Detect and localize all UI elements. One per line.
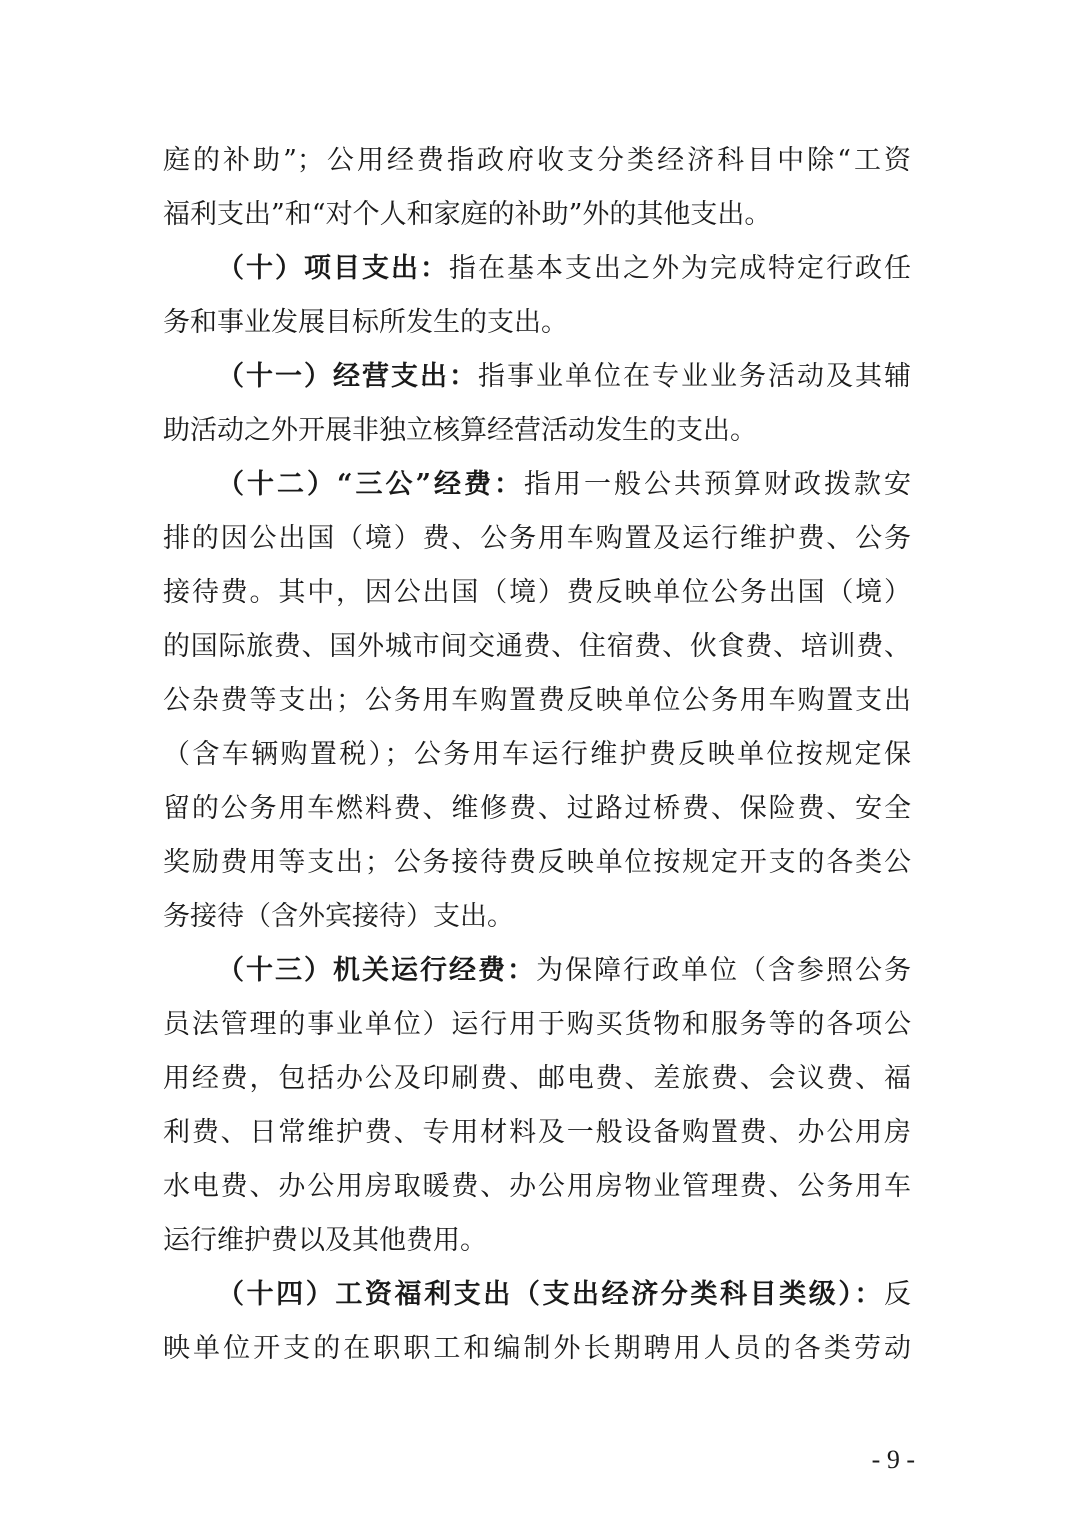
text-line <box>163 620 911 674</box>
text-line-content: 指在基本支出之外为完成特定行政任 <box>449 253 911 284</box>
text-line-content: 助活动之外开展非独立核算经营活动发生的支出。 <box>163 415 757 446</box>
text-line <box>163 782 911 836</box>
text-line <box>163 512 911 566</box>
text-line-content: 务和事业发展目标所发生的支出。 <box>163 307 568 338</box>
text-line-content: （含车辆购置税）；公务用车运行维护费反映单位按规定保 <box>163 739 911 770</box>
text-line-content: 接待费。其中，因公出国（境）费反映单位公务出国（境） <box>163 577 911 608</box>
section-label: （十一）经营支出： <box>217 361 478 392</box>
page-number: - 9 - <box>871 1445 915 1474</box>
text-line <box>163 1160 911 1214</box>
text-line-content: 员法管理的事业单位）运行用于购买货物和服务等的各项公 <box>163 1009 911 1040</box>
text-line-content: 务接待（含外宾接待）支出。 <box>163 901 514 932</box>
text-line <box>163 1322 911 1376</box>
text-line <box>217 242 911 296</box>
text-line-content: 运行维护费以及其他费用。 <box>163 1225 487 1256</box>
text-line <box>163 836 911 890</box>
text-line-content: 排的因公出国（境）费、公务用车购置及运行维护费、公务 <box>163 523 911 554</box>
text-line <box>163 1106 911 1160</box>
text-line-content: 映单位开支的在职职工和编制外长期聘用人员的各类劳动 <box>163 1333 911 1364</box>
text-line-content: 为保障行政单位（含参照公务 <box>536 955 911 986</box>
text-line <box>217 944 911 998</box>
text-line-content: 福利支出”和“对个人和家庭的补助”外的其他支出。 <box>163 199 772 230</box>
text-line-content: 用经费，包括办公及印刷费、邮电费、差旅费、会议费、福 <box>163 1063 911 1094</box>
text-line <box>163 1052 911 1106</box>
text-line <box>163 566 911 620</box>
text-line-content: 反 <box>884 1279 911 1310</box>
text-line <box>163 1214 911 1268</box>
text-line <box>163 296 911 350</box>
text-line-content: 留的公务用车燃料费、维修费、过路过桥费、保险费、安全 <box>163 793 911 824</box>
text-line <box>163 998 911 1052</box>
text-line <box>217 458 911 512</box>
text-line <box>163 134 911 188</box>
text-line-content: 公杂费等支出；公务用车购置费反映单位公务用车购置支出 <box>163 685 911 716</box>
section-label: （十）项目支出： <box>217 253 449 284</box>
text-line-content: 利费、日常维护费、专用材料及一般设备购置费、办公用房 <box>163 1117 911 1148</box>
text-line <box>163 728 911 782</box>
text-line <box>217 350 911 404</box>
section-label: （十三）机关运行经费： <box>217 955 536 986</box>
text-line <box>163 890 911 944</box>
text-line-content: 指事业单位在专业业务活动及其辅 <box>478 361 911 392</box>
text-line <box>163 404 911 458</box>
text-line <box>163 674 911 728</box>
section-label: （十二）“三公”经费： <box>217 469 525 500</box>
text-line-content: 奖励费用等支出；公务接待费反映单位按规定开支的各类公 <box>163 847 911 878</box>
text-line-content: 水电费、办公用房取暖费、办公用房物业管理费、公务用车 <box>163 1171 911 1202</box>
text-line <box>217 1268 911 1322</box>
text-line-content: 的国际旅费、国外城市间交通费、住宿费、伙食费、培训费、 <box>163 631 911 662</box>
text-line <box>163 188 911 242</box>
text-line-content: 庭的补助”；公用经费指政府收支分类经济科目中除“工资 <box>163 145 911 176</box>
text-line-content: 指用一般公共预算财政拨款安 <box>524 469 911 500</box>
section-label: （十四）工资福利支出（支出经济分类科目类级）： <box>217 1279 884 1310</box>
